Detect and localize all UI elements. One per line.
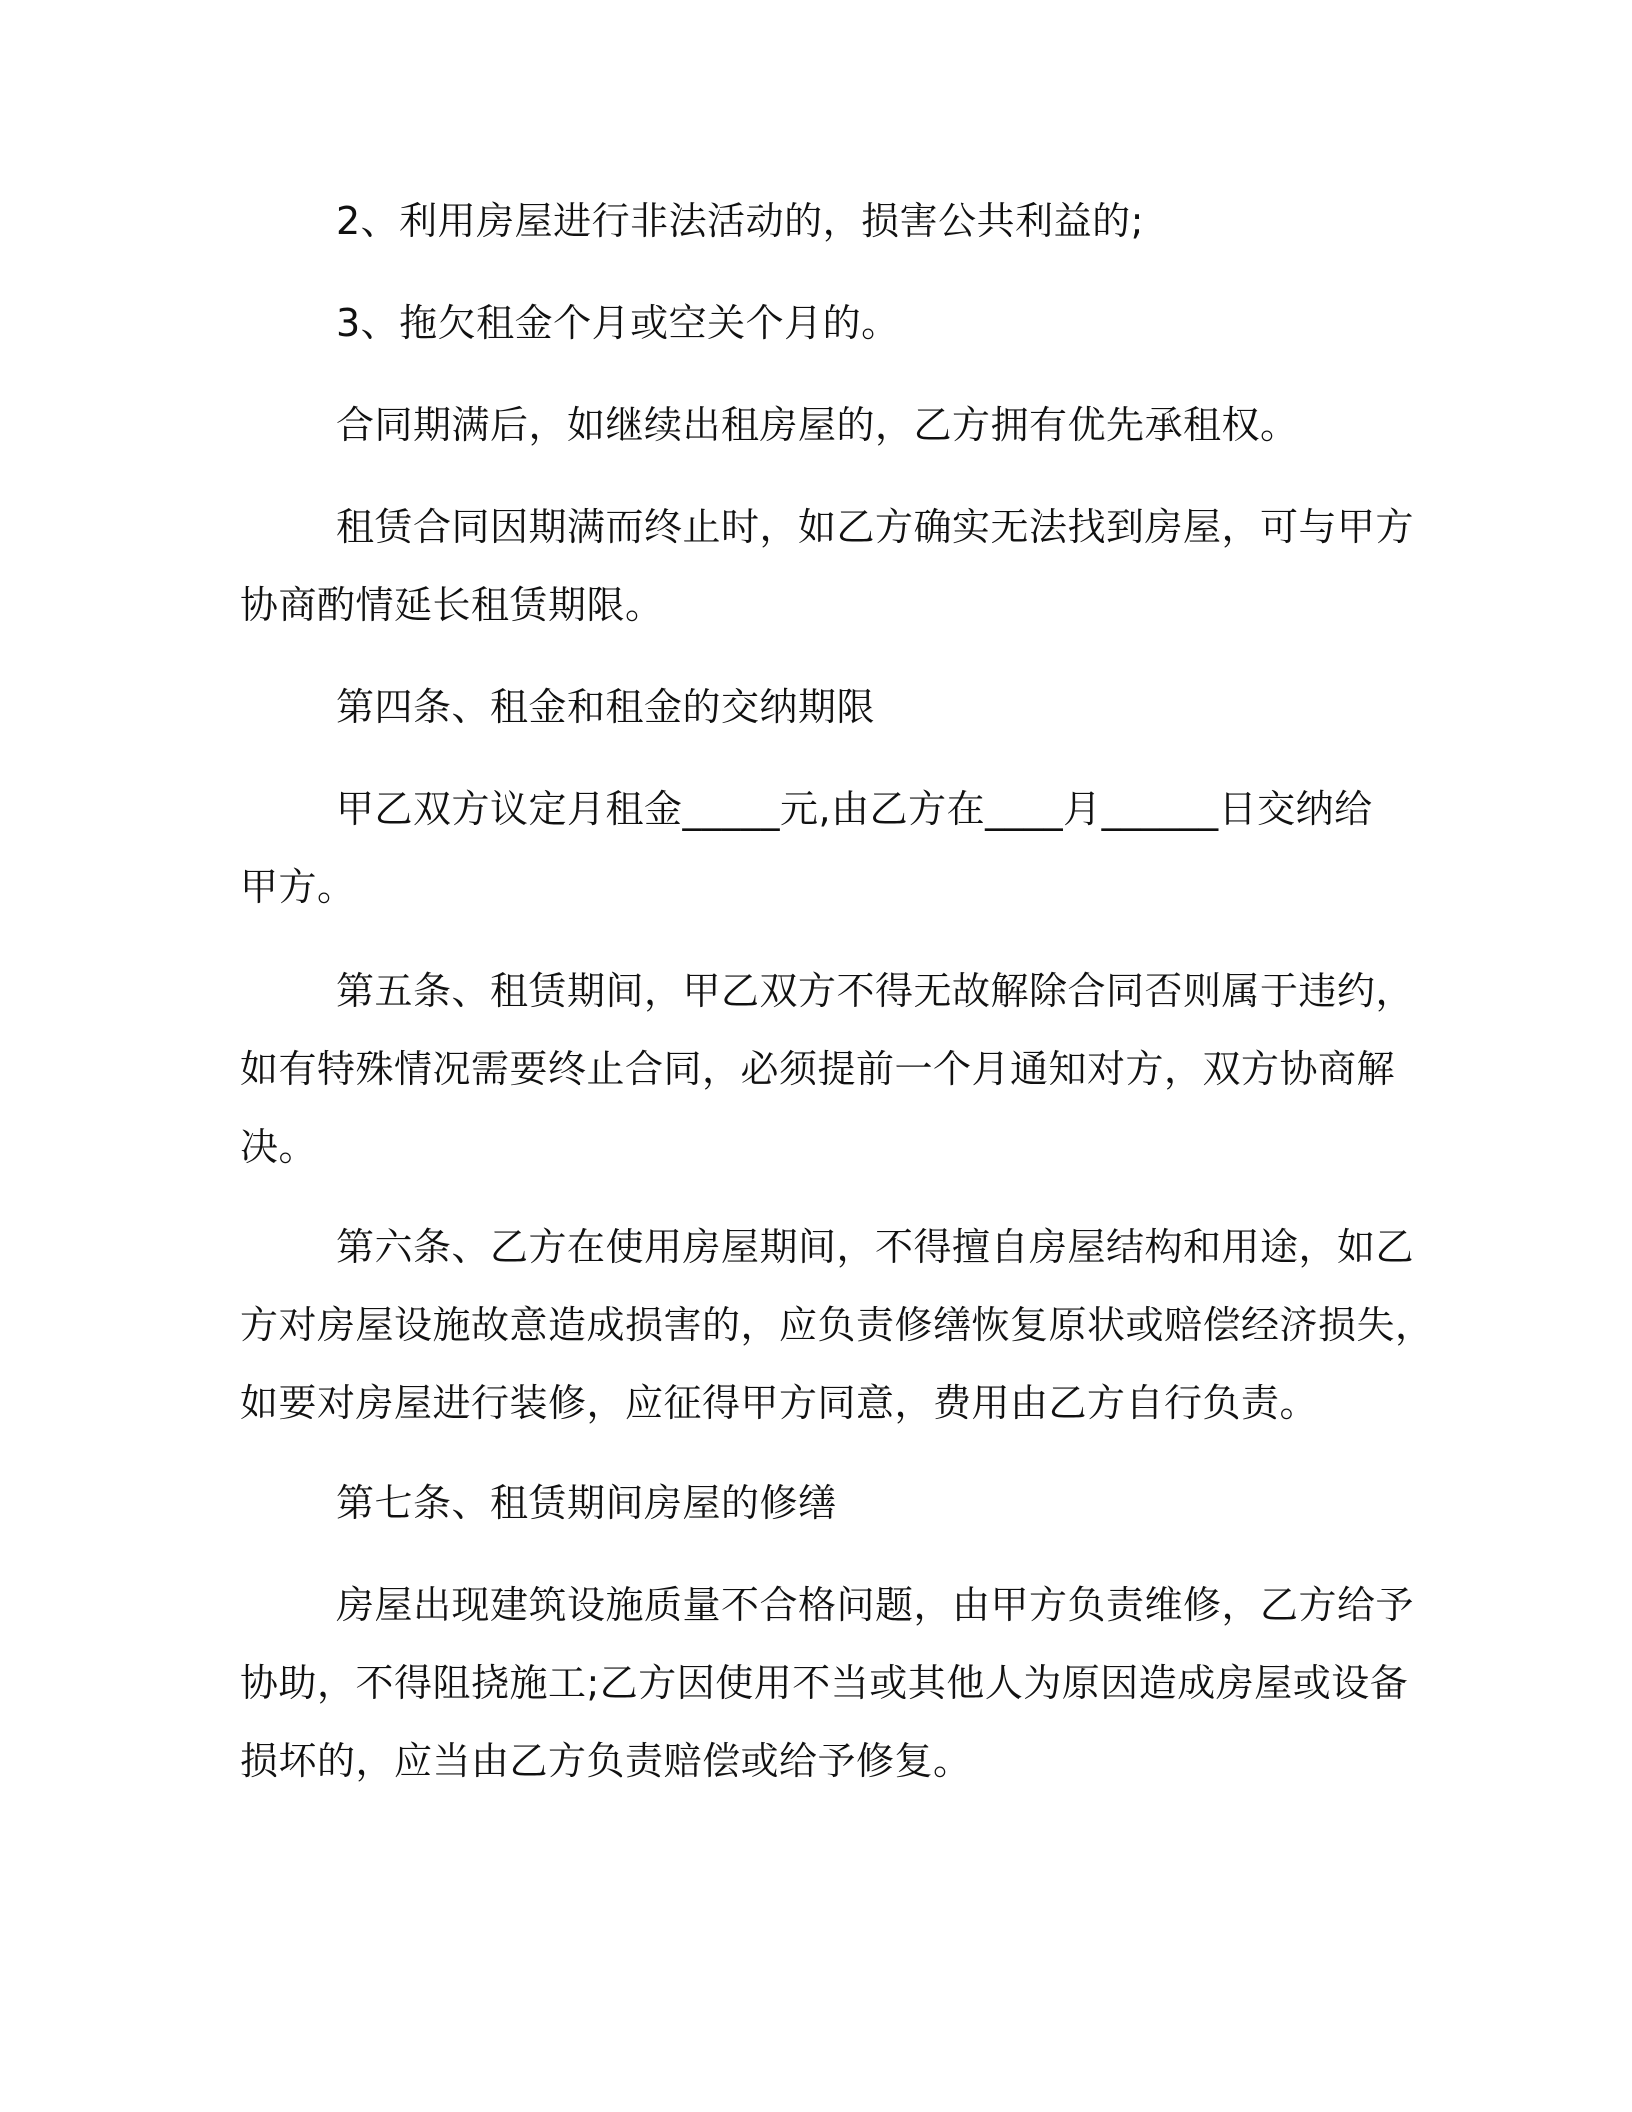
text-line: 第五条、租赁期间，甲乙双方不得无故解除合同否则属于违约， — [336, 969, 1415, 1013]
paragraph-clause-3 — [240, 284, 1370, 362]
paragraph-rent-amount — [240, 770, 1373, 926]
text-line: 协商酌情延长租赁期限。 — [240, 583, 664, 627]
text-line: 合同期满后，如继续出租房屋的，乙方拥有优先承租权。 — [336, 403, 1299, 447]
text-line: 甲方。 — [240, 865, 356, 909]
text-line: 租赁合同因期满而终止时，如乙方确实无法找到房屋，可与甲方 — [336, 505, 1415, 549]
text-line: 如要对房屋进行装修，应征得甲方同意，费用由乙方自行负责。 — [240, 1381, 1319, 1425]
text-line: 第四条、租金和租金的交纳期限 — [336, 685, 876, 729]
text-line: 如有特殊情况需要终止合同，必须提前一个月通知对方，双方协商解 — [240, 1047, 1396, 1091]
text-line: 2、利用房屋进行非法活动的，损害公共利益的; — [336, 199, 1144, 243]
heading-article-7 — [240, 1464, 1370, 1542]
text-line: 房屋出现建筑设施质量不合格问题，由甲方负责维修，乙方给予 — [336, 1583, 1415, 1627]
paragraph-extension — [240, 488, 1415, 644]
text-line: 协助，不得阻挠施工;乙方因使用不当或其他人为原因造成房屋或设备 — [240, 1661, 1409, 1705]
heading-article-4 — [240, 668, 1370, 746]
text-line: 甲乙双方议定月租金_____元,由乙方在____月______日交纳给 — [336, 787, 1373, 831]
paragraph-repairs — [240, 1566, 1415, 1800]
text-line: 第七条、租赁期间房屋的修缮 — [336, 1481, 837, 1525]
text-line: 方对房屋设施故意造成损害的，应负责修缮恢复原状或赔偿经济损失， — [240, 1303, 1434, 1347]
paragraph-clause-2 — [240, 182, 1370, 260]
text-line: 3、拖欠租金个月或空关个月的。 — [336, 301, 900, 345]
text-line: 决。 — [240, 1125, 318, 1169]
text-line: 第六条、乙方在使用房屋期间，不得擅自房屋结构和用途，如乙 — [336, 1225, 1415, 1269]
paragraph-renewal — [240, 386, 1370, 464]
paragraph-article-5 — [240, 952, 1415, 1186]
paragraph-article-6 — [240, 1208, 1434, 1442]
text-line: 损坏的，应当由乙方负责赔偿或给予修复。 — [240, 1739, 972, 1783]
